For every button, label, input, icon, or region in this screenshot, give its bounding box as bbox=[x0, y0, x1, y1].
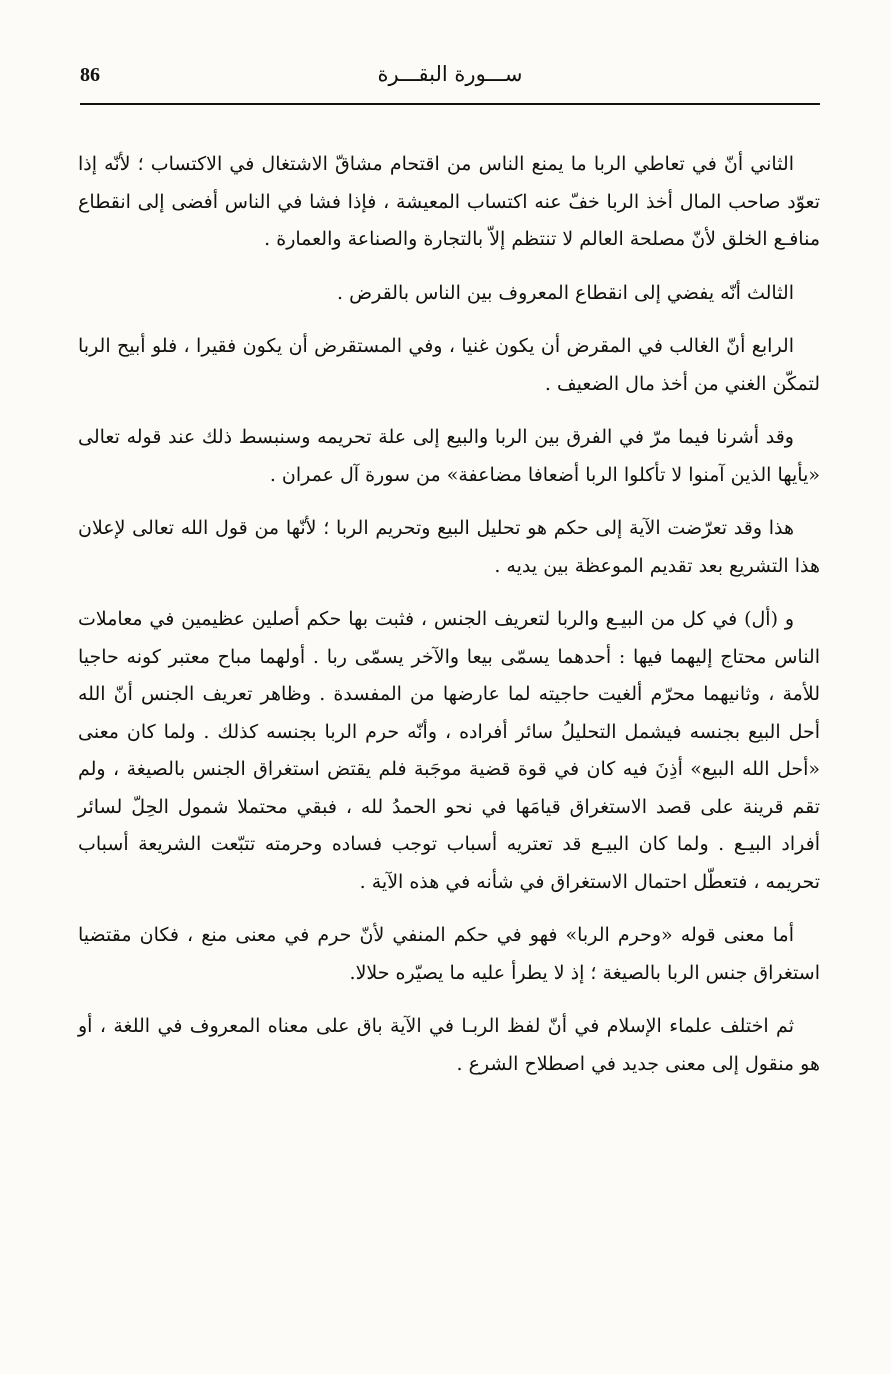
paragraph-fourth-reason: الرابع أنّ الغالب في المقرض أن يكون غنيا ، وفي المستقرض أن يكون فقيرا ، فلو أبيح الربا لتمكّن الغني من أخذ مال الضعيف . bbox=[78, 335, 820, 395]
surah-title: ســـورة البقـــرة bbox=[377, 62, 523, 86]
paragraph-reference: وقد أشرنا فيما مرّ في الفرق بين الربا والبيع إلى علة تحريمه وسنبسط ذلك عند قوله تعالى «يأيها الذين آمنوا لا تأكلوا الربا أضعافا مضاعفة» من سورة آل عمران . bbox=[78, 426, 820, 486]
page-number: 86 bbox=[80, 64, 100, 86]
running-head bbox=[80, 62, 820, 96]
paragraph-scholars: ثم اختلف علماء الإسلام في أنّ لفظ الربـا في الآية باق على معناه المعروف في اللغة ، أو هو منقول إلى معنى جديد في اصطلاح الشرع . bbox=[78, 1015, 820, 1075]
paragraph-ruling: هذا وقد تعرّضت الآية إلى حكم هو تحليل البيع وتحريم الربا ؛ لأنّها من قول الله تعالى لإعلان هذا التشريع بعد تقديم الموعظة بين يديه . bbox=[78, 517, 820, 577]
body-text bbox=[78, 146, 820, 1099]
paragraph-definite-article: و (أل) في كل من البيـع والربا لتعريف الجنس ، فثبت بها حكم أصلين عظيمين في معاملات الناس محتاج إليهما فيها : أحدهما يسمّى بيعا والآخر يسمّى ربا . أولهما مباح معتبر كونه حاجيا للأمة ، وثانيهما محرّم ألغيت حاجيته لما عارضها من المفسدة . وظاهر تعريف الجنس أنّ الله أحل البيع بجنسه فيشمل التحليلُ سائر أفراده ، وأنّه حرم الربا بجنسه كذلك . ولما كان معنى «أحل الله البيع» أذِنَ فيه كان في قوة قضية موجَبة فلم يقتض استغراق الجنس بالصيغة ، ولم تقم قرينة على قصد الاستغراق قيامَها في نحو الحمدُ لله ، فبقي محتملا شمول الحِلّ لسائر أفراد البيـع . ولما كان البيـع قد تعتريه أسباب توجب فساده وحرمته تتبّعت الشريعة أسباب تحريمه ، فتعطّل احتمال الاستغراق في شأنه في هذه الآية . bbox=[78, 608, 820, 893]
header-rule bbox=[80, 103, 820, 105]
paragraph-prohibition: أما معنى قوله «وحرم الربا» فهو في حكم المنفي لأنّ حرم في معنى منع ، فكان مقتضيا استغراق جنس الربا بالصيغة ؛ إذ لا يطرأ عليه ما يصيّره حلالا. bbox=[78, 924, 820, 984]
paragraph-second-reason: الثاني أنّ في تعاطي الربا ما يمنع الناس من اقتحام مشاقّ الاشتغال في الاكتساب ؛ لأنّه إذا تعوّد صاحب المال أخذ الربا خفّ عنه اكتساب المعيشة ، فإذا فشا في الناس أفضى إلى انقطاع منافـع الخلق لأنّ مصلحة العالم لا تنتظم إلاّ بالتجارة والصناعة والعمارة . bbox=[78, 153, 820, 250]
paragraph-third-reason: الثالث أنّه يفضي إلى انقطاع المعروف بين الناس بالقرض . bbox=[337, 281, 794, 304]
